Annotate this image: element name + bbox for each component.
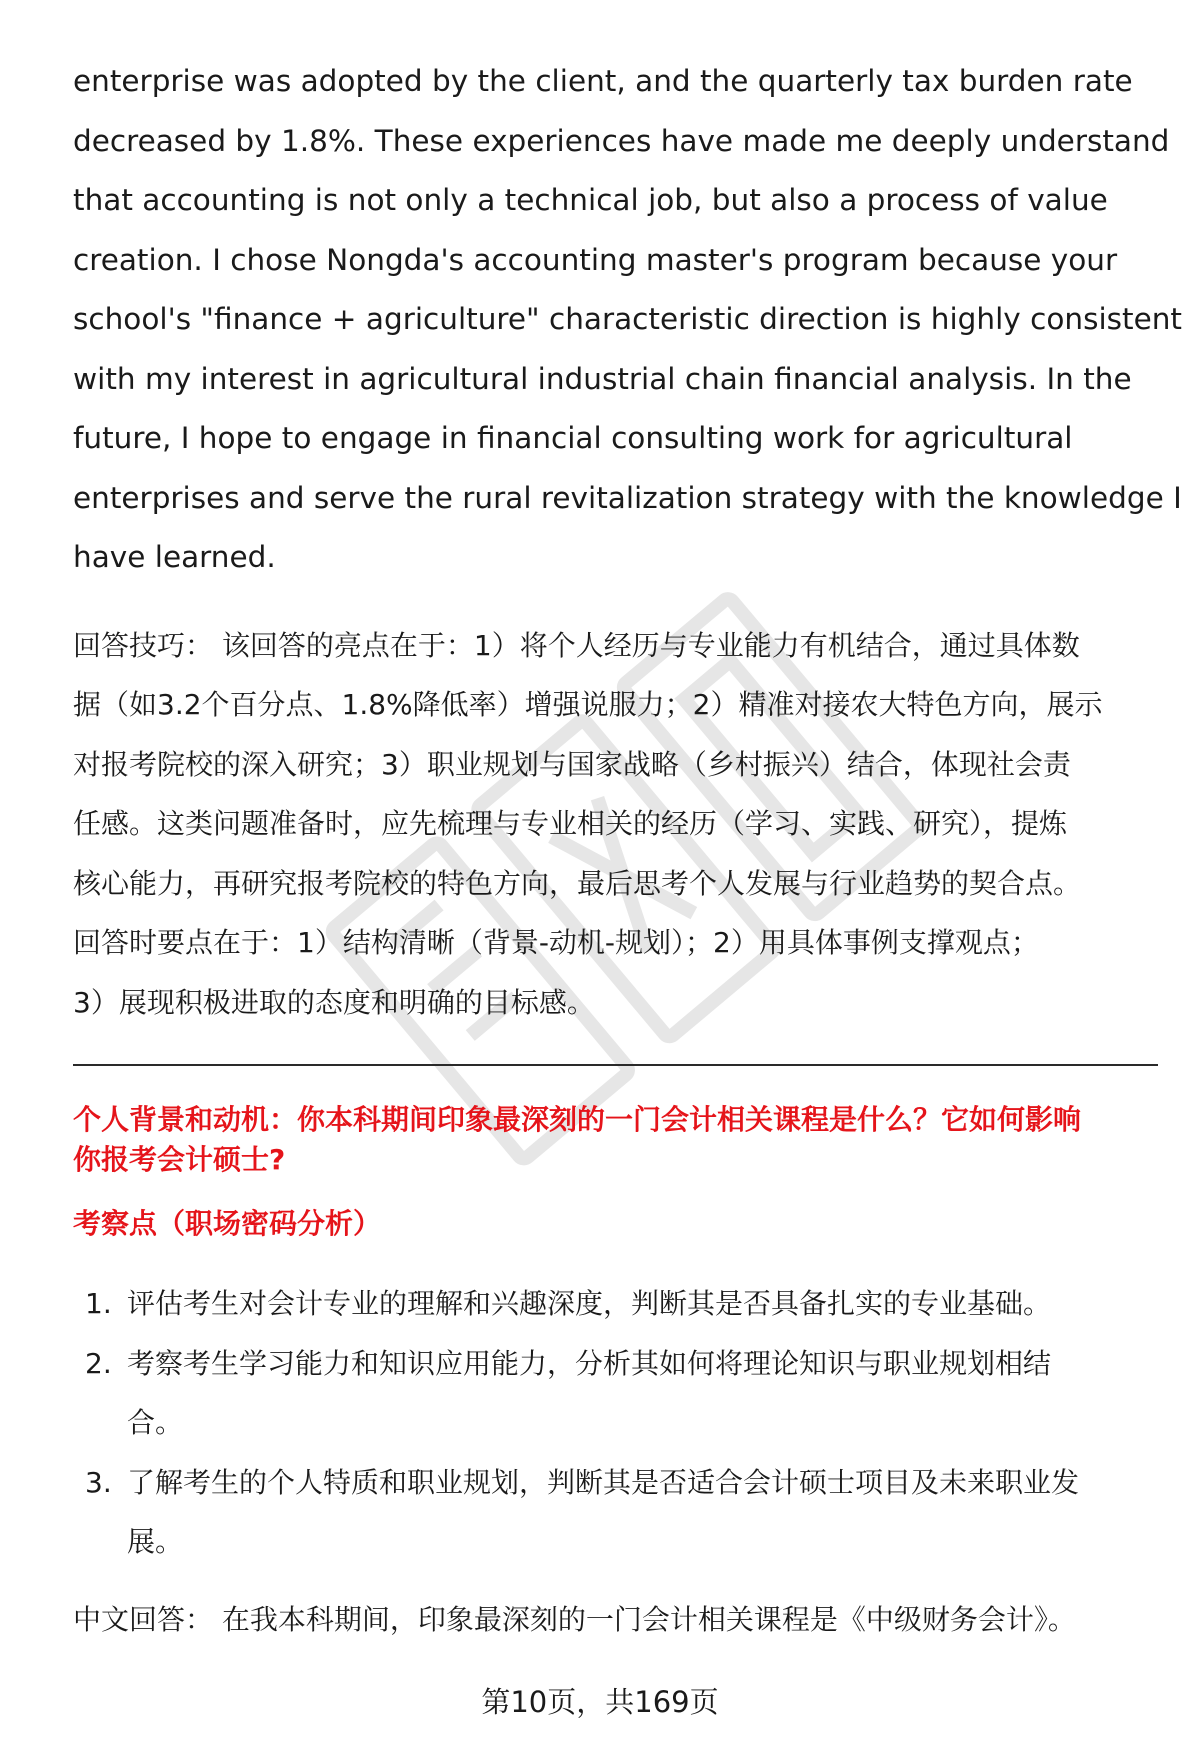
list-item-text: 合。 xyxy=(127,1406,184,1439)
question-line: 你报考会计硕士? xyxy=(73,1143,286,1176)
list-item-text: 评估考生对会计专业的理解和兴趣深度，判断其是否具备扎实的专业基础。 xyxy=(127,1287,1052,1320)
text-line: enterprise was adopted by the client, and the quarterly tax burden rate xyxy=(73,64,1133,98)
list-item xyxy=(73,1334,1158,1453)
text-line: 回答技巧： 该回答的亮点在于：1）将个人经历与专业能力有机结合，通过具体数 xyxy=(73,628,1080,662)
text-line: 回答时要点在于：1）结构清晰（背景-动机-规划）；2）用具体事例支撑观点； xyxy=(73,926,1039,959)
english-answer-paragraph xyxy=(73,52,1182,588)
document-page xyxy=(73,52,1182,1640)
text-line: 据（如3.2个百分点、1.8%降低率）增强说服力；2）精准对接农大特色方向，展示 xyxy=(73,688,1103,721)
list-number: 1. xyxy=(85,1287,112,1320)
list-item-text: 展。 xyxy=(127,1525,184,1558)
assessment-heading: 考察点（职场密码分析） xyxy=(73,1207,382,1240)
list-number: 3. xyxy=(85,1465,112,1499)
assessment-list xyxy=(73,1274,1158,1572)
text-line: 核心能力，再研究报考院校的特色方向，最后思考个人发展与行业趋势的契合点。 xyxy=(73,866,1082,900)
text-line: creation. I chose Nongda's accounting master's program because your xyxy=(73,242,1118,277)
list-item xyxy=(73,1274,1158,1334)
text-line: future, I hope to engage in financial consulting work for agricultural xyxy=(73,421,1073,455)
section-divider xyxy=(73,1064,1158,1066)
text-line: 对报考院校的深入研究；3）职业规划与国家战略（乡村振兴）结合，体现社会责 xyxy=(73,747,1071,781)
text-line: with my interest in agricultural industrial chain financial analysis. In the xyxy=(73,361,1132,396)
list-item xyxy=(73,1453,1158,1572)
text-line: decreased by 1.8%. These experiences have made me deeply understand xyxy=(73,123,1170,158)
list-number: 2. xyxy=(85,1346,112,1380)
list-item-text: 了解考生的个人特质和职业规划，判断其是否适合会计硕士项目及未来职业发 xyxy=(127,1465,1080,1499)
answer-tips-paragraph xyxy=(73,616,1158,1033)
question-line: 个人背景和动机：你本科期间印象最深刻的一门会计相关课程是什么？它如何影响 xyxy=(73,1103,1082,1136)
text-line: 3）展现积极进取的态度和明确的目标感。 xyxy=(73,985,595,1019)
text-line: that accounting is not only a technical job, but also a process of value xyxy=(73,183,1108,217)
list-item-text: 考察考生学习能力和知识应用能力，分析其如何将理论知识与职业规划相结 xyxy=(127,1346,1052,1380)
text-line: school's "finance + agriculture" characteristic direction is highly consistent xyxy=(73,302,1182,336)
text-line: 任感。这类问题准备时，应先梳理与专业相关的经历（学习、实践、研究），提炼 xyxy=(73,807,1068,840)
page-number-footer: 第10页，共169页 xyxy=(481,1685,719,1719)
question-heading xyxy=(73,1100,1158,1180)
text-line: enterprises and serve the rural revitalization strategy with the knowledge I xyxy=(73,480,1182,515)
text-line: have learned. xyxy=(73,540,276,574)
chinese-answer-intro: 中文回答： 在我本科期间，印象最深刻的一门会计相关课程是《中级财务会计》。 xyxy=(73,1602,1076,1636)
